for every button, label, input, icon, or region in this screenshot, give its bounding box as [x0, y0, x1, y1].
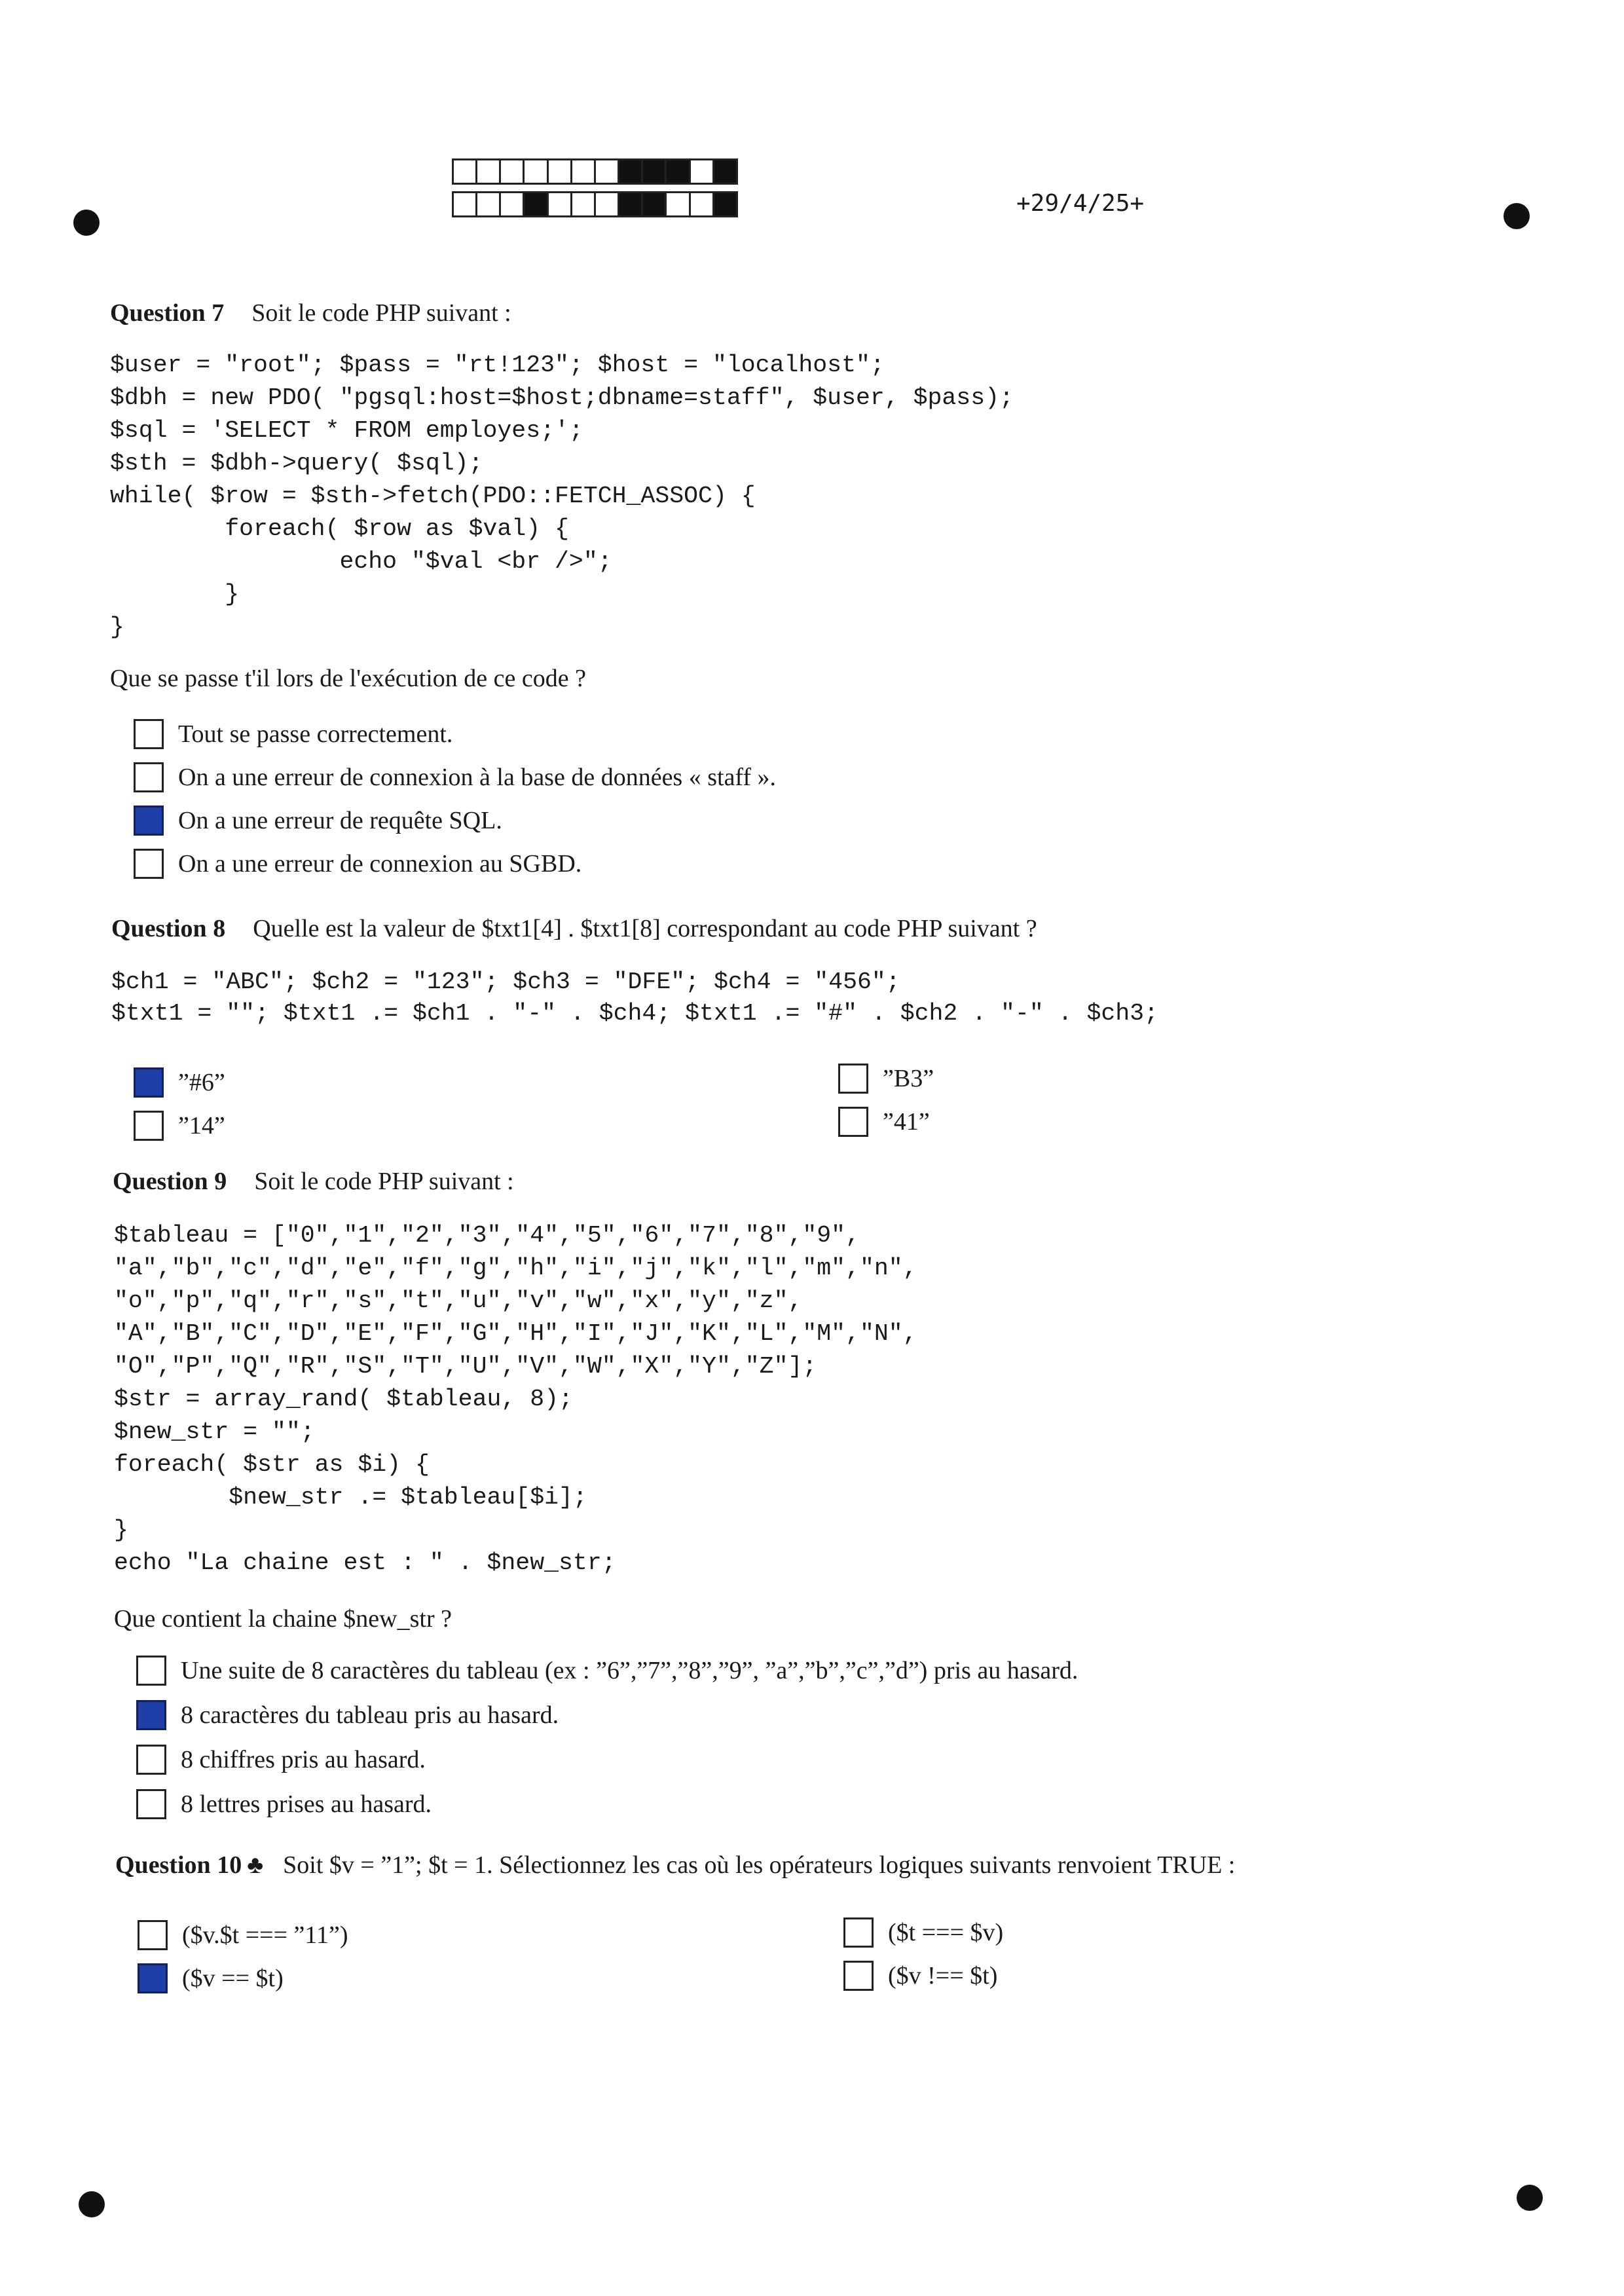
- question-9-question: Que contient la chaine $new_str ?: [114, 1605, 452, 1633]
- q8-option-1[interactable]: [134, 1067, 225, 1098]
- question-7-prompt: Soit le code PHP suivant :: [251, 299, 511, 327]
- barcode-cell: [712, 158, 738, 185]
- q10-option-4-checkbox[interactable]: [843, 1961, 874, 1991]
- q7-option-3-label: On a une erreur de requête SQL.: [178, 807, 502, 834]
- barcode-cell: [712, 191, 738, 217]
- barcode-cell: [594, 158, 619, 185]
- q8-option-4-checkbox[interactable]: [838, 1107, 868, 1137]
- club-icon: ♣: [247, 1851, 264, 1879]
- q8-option-2-label: ”14”: [178, 1112, 225, 1139]
- q8-option-3-checkbox[interactable]: [838, 1064, 868, 1094]
- q7-option-3-checkbox[interactable]: [134, 805, 164, 836]
- question-7-code: $user = "root"; $pass = "rt!123"; $host = "localhost"; $dbh = new PDO( "pgsql:host=$host;dbname=staff", $user, $pass); $sql = 'SELECT * FROM employes;'; $sth = $dbh->query( $sql); while( $row = $sth->fetch(PDO::FETCH_ASSOC) { foreach( $row as $val) { echo "$val <br />"; } }: [110, 352, 1014, 640]
- q8-option-4[interactable]: [838, 1107, 930, 1137]
- barcode-cell: [547, 158, 572, 185]
- registration-mark-top-right: [1504, 203, 1530, 229]
- q9-option-3-checkbox[interactable]: [136, 1745, 166, 1775]
- q7-option-1-checkbox[interactable]: [134, 719, 164, 749]
- question-8-title: [111, 914, 1037, 943]
- barcode-cell: [665, 191, 690, 217]
- q10-option-3[interactable]: [843, 1917, 1003, 1948]
- q7-option-1-label: Tout se passe correctement.: [178, 720, 453, 748]
- q7-option-4-label: On a une erreur de connexion au SGBD.: [178, 850, 582, 878]
- q8-option-4-label: ”41”: [883, 1108, 930, 1136]
- q7-option-4[interactable]: [134, 849, 581, 879]
- barcode-cell: [523, 158, 548, 185]
- question-8-code: $ch1 = "ABC"; $ch2 = "123"; $ch3 = "DFE"; $ch4 = "456"; $txt1 = ""; $txt1 .= $ch1 . "-" . $ch4; $txt1 .= "#" . $ch2 . "-" . $ch3;: [111, 969, 1158, 1027]
- q8-option-1-label: ”#6”: [178, 1069, 225, 1096]
- q7-option-3[interactable]: [134, 805, 502, 836]
- q10-option-1-checkbox[interactable]: [138, 1920, 168, 1950]
- barcode-cell: [570, 158, 596, 185]
- q8-option-2-checkbox[interactable]: [134, 1111, 164, 1141]
- q9-option-1[interactable]: [136, 1656, 1078, 1686]
- question-8-label: Question 8: [111, 915, 226, 942]
- registration-mark-bottom-right: [1517, 2185, 1543, 2211]
- question-7-question: Que se passe t'il lors de l'exécution de ce code ?: [110, 665, 586, 692]
- q9-option-3-label: 8 chiffres pris au hasard.: [181, 1746, 426, 1773]
- q9-option-4-checkbox[interactable]: [136, 1789, 166, 1819]
- page-id: +29/4/25+: [1016, 190, 1145, 217]
- q9-option-4-label: 8 lettres prises au hasard.: [181, 1790, 432, 1818]
- q8-option-1-checkbox[interactable]: [134, 1067, 164, 1098]
- question-9-prompt: Soit le code PHP suivant :: [254, 1168, 514, 1195]
- q7-option-4-checkbox[interactable]: [134, 849, 164, 879]
- barcode-cell: [570, 191, 596, 217]
- barcode-cell: [499, 191, 525, 217]
- q7-option-2[interactable]: [134, 762, 776, 792]
- question-9-code: $tableau = ["0","1","2","3","4","5","6","7","8","9", "a","b","c","d","e","f","g","h","i","j","k","l","m","n", "o","p","q","r","s","t","u","v","w","x","y","z", "A","B","C","D","E","F","G","H","I","J","K","L","M","N", "O","P","Q","R","S","T","U","V","W","X","Y","Z"]; $str = array_rand( $tableau, 8); $new_str = ""; foreach( $str as $i) { $new_str .= $tableau[$i]; } echo "La chaine est : " . $new_str;: [114, 1222, 917, 1576]
- barcode-cell: [618, 191, 643, 217]
- barcode-cell: [689, 158, 714, 185]
- barcode-cell: [689, 191, 714, 217]
- question-10-title: [115, 1851, 1235, 1879]
- question-9-title: [113, 1167, 514, 1196]
- barcode-cell: [475, 191, 501, 217]
- question-7-label: Question 7: [110, 299, 225, 327]
- q9-option-2[interactable]: [136, 1700, 559, 1730]
- q7-option-2-checkbox[interactable]: [134, 762, 164, 792]
- barcode-cell: [641, 191, 667, 217]
- barcode-cell: [594, 191, 619, 217]
- q9-option-2-label: 8 caractères du tableau pris au hasard.: [181, 1701, 559, 1729]
- q10-option-3-checkbox[interactable]: [843, 1917, 874, 1948]
- barcode-cell: [641, 158, 667, 185]
- q9-option-1-checkbox[interactable]: [136, 1656, 166, 1686]
- barcode-cell: [452, 158, 477, 185]
- registration-mark-top-left: [73, 210, 100, 236]
- q7-option-1[interactable]: [134, 719, 452, 749]
- q10-option-1[interactable]: [138, 1920, 348, 1950]
- q10-option-3-label: ($t === $v): [888, 1919, 1004, 1946]
- question-7-title: [110, 299, 511, 327]
- barcode-cell: [523, 191, 548, 217]
- barcode-cell: [665, 158, 690, 185]
- barcode-cell: [475, 158, 501, 185]
- question-10-label: Question 10: [115, 1851, 242, 1879]
- barcode-cell: [618, 158, 643, 185]
- q8-option-3[interactable]: [838, 1064, 934, 1094]
- q9-option-1-label: Une suite de 8 caractères du tableau (ex : ”6”,”7”,”8”,”9”, ”a”,”b”,”c”,”d”) pris au hasard.: [181, 1657, 1079, 1684]
- question-10-prompt: Soit $v = ”1”; $t = 1. Sélectionnez les cas où les opérateurs logiques suivants renvoient TRUE :: [283, 1851, 1236, 1879]
- barcode-row-1: [452, 158, 760, 185]
- q10-option-4[interactable]: [843, 1961, 997, 1991]
- q10-option-2-label: ($v == $t): [182, 1965, 284, 1992]
- barcode-cell: [499, 158, 525, 185]
- question-8-prompt: Quelle est la valeur de $txt1[4] . $txt1[8] correspondant au code PHP suivant ?: [253, 915, 1037, 942]
- q10-option-4-label: ($v !== $t): [888, 1962, 998, 1990]
- q9-option-2-checkbox[interactable]: [136, 1700, 166, 1730]
- q10-option-2[interactable]: [138, 1963, 284, 1993]
- q9-option-3[interactable]: [136, 1745, 426, 1775]
- q10-option-2-checkbox[interactable]: [138, 1963, 168, 1993]
- q8-option-3-label: ”B3”: [883, 1065, 934, 1092]
- q9-option-4[interactable]: [136, 1789, 432, 1819]
- barcode-row-2: [452, 191, 760, 217]
- q10-option-1-label: ($v.$t === ”11”): [182, 1921, 348, 1949]
- barcode-cell: [547, 191, 572, 217]
- q8-option-2[interactable]: [134, 1111, 225, 1141]
- barcode-cell: [452, 191, 477, 217]
- question-9-label: Question 9: [113, 1168, 227, 1195]
- registration-mark-bottom-left: [79, 2191, 105, 2217]
- q7-option-2-label: On a une erreur de connexion à la base de données « staff ».: [178, 764, 777, 791]
